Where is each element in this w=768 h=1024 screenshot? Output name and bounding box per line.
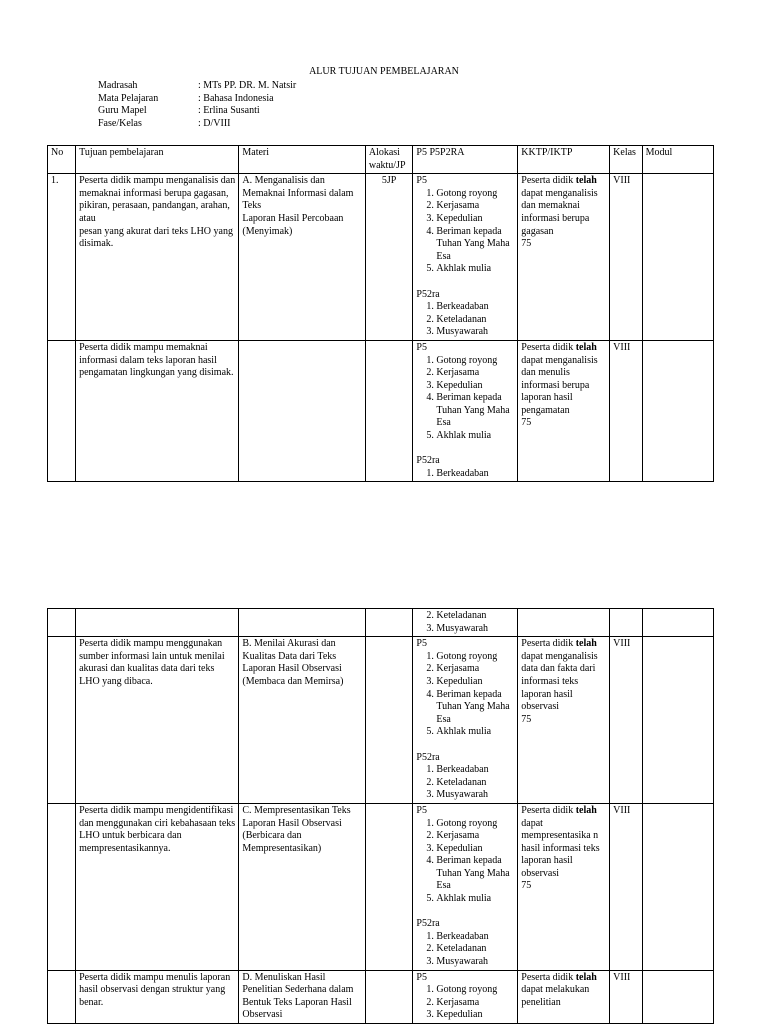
- kktp-text: [521, 972, 606, 1010]
- p52ra-item: 2. Keteladanan: [436, 943, 514, 956]
- p52ra-label: P52ra: [416, 918, 440, 930]
- cell-materi: C. Mempresentasikan Teks Laporan Hasil Observasi (Berbicara dan Mempresentasikan): [239, 803, 365, 970]
- p5-item: 2. Kerjasama: [436, 830, 514, 843]
- kktp-score: 75: [521, 238, 532, 250]
- p52ra-list: [416, 468, 514, 481]
- kktp-pre: Peserta didik: [521, 638, 576, 650]
- cell-no: 1.: [48, 174, 76, 341]
- cell-no: [48, 970, 76, 1023]
- kktp-bold: telah: [575, 175, 597, 187]
- cell-tujuan: Peserta didik mampu menganalisis dan memaknai informasi berupa gagasan, pikiran, perasaan, pandangan, arahan, atau pesan yang akurat dari teks LHO yang disimak.: [76, 174, 239, 341]
- spacer: [416, 739, 514, 752]
- cell-no: [48, 609, 76, 637]
- kktp-text: [521, 342, 606, 418]
- p52ra-item: 2. Keteladanan: [436, 610, 514, 623]
- cell-tujuan: [76, 609, 239, 637]
- p5-item: 1. Gotong royong: [436, 355, 514, 368]
- table-row: [48, 340, 714, 482]
- kktp-pre: Peserta didik: [521, 175, 576, 187]
- cell-materi: A. Menganalisis dan Memaknai Informasi dalam Teks Laporan Hasil Percobaan (Menyimak): [239, 174, 365, 341]
- cell-alokasi: [365, 609, 413, 637]
- p52ra-item: 1. Berkeadaban: [436, 764, 514, 777]
- atp-table-page-1: [47, 145, 714, 482]
- meta-value: : D/VIII: [198, 117, 231, 129]
- p5-list: [416, 818, 514, 906]
- cell-kelas: VIII: [610, 340, 642, 482]
- p52ra-item: 2. Keteladanan: [436, 314, 514, 327]
- cell-p5-p5p2ra: [413, 174, 518, 341]
- cell-materi: [239, 609, 365, 637]
- cell-alokasi: [365, 340, 413, 482]
- cell-tujuan: Peserta didik mampu memaknai informasi dalam teks laporan hasil pengamatan lingkungan yang disimak.: [76, 340, 239, 482]
- table-row: [48, 803, 714, 970]
- header-modul: Modul: [642, 146, 713, 174]
- header-kktp: KKTP/IKTP: [518, 146, 610, 174]
- kktp-post: dapat melakukan penelitian: [521, 984, 590, 1008]
- cell-kelas: VIII: [610, 970, 642, 1023]
- p52ra-item: 3. Musyawarah: [436, 789, 514, 802]
- header-kelas: Kelas: [610, 146, 642, 174]
- cell-alokasi: [365, 803, 413, 970]
- p5-item: 3. Kepedulian: [436, 676, 514, 689]
- p52ra-label: P52ra: [416, 751, 440, 763]
- cell-materi: B. Menilai Akurasi dan Kualitas Data dari Teks Laporan Hasil Observasi (Membaca dan Memirsa): [239, 637, 365, 804]
- cell-p5-p5p2ra: [413, 340, 518, 482]
- p52ra-item: 1. Berkeadaban: [436, 931, 514, 944]
- p52ra-list: [416, 610, 514, 635]
- p5-item: 3. Kepedulian: [436, 380, 514, 393]
- meta-row-guru-mapel: [98, 105, 296, 118]
- p5-list: [416, 188, 514, 276]
- cell-no: [48, 340, 76, 482]
- p5-item: 1. Gotong royong: [436, 188, 514, 201]
- cell-alokasi: [365, 970, 413, 1023]
- p52ra-item: 3. Musyawarah: [436, 956, 514, 969]
- p52ra-item: 2. Keteladanan: [436, 777, 514, 790]
- header-p5: P5 P5P2RA: [413, 146, 518, 174]
- p5-item: 5. Akhlak mulia: [436, 893, 514, 906]
- meta-value: : MTs PP. DR. M. Natsir: [198, 80, 297, 91]
- cell-p5-p5p2ra: [413, 637, 518, 804]
- kktp-bold: telah: [575, 804, 597, 816]
- cell-modul: [642, 637, 713, 804]
- p5-item: 2. Kerjasama: [436, 663, 514, 676]
- p5-label: P5: [416, 341, 427, 353]
- kktp-score: 75: [521, 713, 532, 725]
- kktp-bold: telah: [575, 971, 597, 983]
- p5-item: 4. Beriman kepada Tuhan Yang Maha Esa: [436, 689, 514, 727]
- p5-item: 3. Kepedulian: [436, 843, 514, 856]
- header-alokasi: Alokasi waktu/JP: [365, 146, 413, 174]
- cell-kktp: [518, 609, 610, 637]
- meta-value: : Bahasa Indonesia: [198, 92, 274, 104]
- cell-tujuan: Peserta didik mampu menulis laporan hasil observasi dengan struktur yang benar.: [76, 970, 239, 1023]
- kktp-bold: telah: [575, 341, 597, 353]
- kktp-score: 75: [521, 880, 532, 892]
- header-no: No: [48, 146, 76, 174]
- cell-tujuan: Peserta didik mampu menggunakan sumber informasi lain untuk menilai akurasi dan kualitas data dari teks LHO yang dibaca.: [76, 637, 239, 804]
- spacer: [416, 276, 514, 289]
- kktp-pre: Peserta didik: [521, 804, 576, 816]
- cell-kelas: VIII: [610, 637, 642, 804]
- p5-label: P5: [416, 175, 427, 187]
- cell-alokasi: [365, 637, 413, 804]
- p5-label: P5: [416, 804, 427, 816]
- meta-label: Mata Pelajaran: [98, 92, 159, 104]
- cell-kktp: [518, 174, 610, 341]
- p5-list: [416, 651, 514, 739]
- p5-item: 5. Akhlak mulia: [436, 726, 514, 739]
- cell-materi: D. Menuliskan Hasil Penelitian Sederhana dalam Bentuk Teks Laporan Hasil Observasi: [239, 970, 365, 1023]
- spacer: [416, 906, 514, 919]
- p5-item: 4. Beriman kepada Tuhan Yang Maha Esa: [436, 392, 514, 430]
- p5-item: 5. Akhlak mulia: [436, 263, 514, 276]
- p5-list: [416, 355, 514, 443]
- cell-kelas: VIII: [610, 174, 642, 341]
- cell-modul: [642, 970, 713, 1023]
- table-body: [48, 609, 714, 1024]
- p5-item: 5. Akhlak mulia: [436, 430, 514, 443]
- cell-modul: [642, 174, 713, 341]
- cell-kktp: [518, 637, 610, 804]
- kktp-post: dapat menganalisis dan memaknai informasi berupa gagasan: [521, 187, 598, 237]
- cell-kktp: [518, 340, 610, 482]
- meta-row-fase-kelas: [98, 118, 296, 131]
- p5-item: 2. Kerjasama: [436, 200, 514, 213]
- p5-item: 3. Kepedulian: [436, 213, 514, 226]
- kktp-post: dapat mempresentasika n hasil informasi teks laporan hasil observasi: [521, 817, 600, 879]
- cell-p5-p5p2ra: [413, 970, 518, 1023]
- cell-kktp: [518, 803, 610, 970]
- cell-kelas: VIII: [610, 803, 642, 970]
- p5-item: 2. Kerjasama: [436, 997, 514, 1010]
- atp-table-page-2: [47, 608, 714, 1024]
- cell-modul: [642, 609, 713, 637]
- p5-item: 3. Kepedulian: [436, 1009, 514, 1022]
- meta-value: : Erlina Susanti: [198, 105, 260, 117]
- table-row: [48, 174, 714, 341]
- p5-item: 1. Gotong royong: [436, 818, 514, 831]
- table-row: [48, 637, 714, 804]
- p52ra-item: 1. Berkeadaban: [436, 468, 514, 481]
- p52ra-list: [416, 764, 514, 802]
- p5-label: P5: [416, 971, 427, 983]
- kktp-score: 75: [521, 417, 532, 429]
- cell-modul: [642, 340, 713, 482]
- kktp-text: [521, 175, 606, 238]
- p5-item: 2. Kerjasama: [436, 367, 514, 380]
- kktp-post: dapat menganalisis dan menulis informasi berupa laporan hasil pengamatan: [521, 354, 598, 416]
- p52ra-item: 1. Berkeadaban: [436, 301, 514, 314]
- p5-label: P5: [416, 638, 427, 650]
- table-row: [48, 970, 714, 1023]
- table-row: [48, 609, 714, 637]
- p52ra-list: [416, 301, 514, 339]
- p5-item: 4. Beriman kepada Tuhan Yang Maha Esa: [436, 855, 514, 893]
- cell-alokasi: 5JP: [365, 174, 413, 341]
- document-title: ALUR TUJUAN PEMBELAJARAN: [309, 66, 459, 77]
- cell-tujuan: Peserta didik mampu mengidentifikasi dan menggunakan ciri kebahasaan teks LHO untuk berbicara dan mempresentasikannya.: [76, 803, 239, 970]
- document-meta: [98, 80, 296, 130]
- meta-row-mata-pelajaran: [98, 93, 296, 106]
- p52ra-label: P52ra: [416, 288, 440, 300]
- cell-materi: [239, 340, 365, 482]
- p52ra-label: P52ra: [416, 455, 440, 467]
- meta-label: Madrasah: [98, 80, 138, 91]
- spacer: [416, 443, 514, 456]
- p5-list: [416, 984, 514, 1022]
- kktp-post: dapat menganalisis data dan fakta dari informasi teks laporan hasil observasi: [521, 650, 598, 713]
- header-tujuan: Tujuan pembelajaran: [76, 146, 239, 174]
- p52ra-item: 3. Musyawarah: [436, 326, 514, 339]
- kktp-text: [521, 805, 606, 881]
- cell-no: [48, 637, 76, 804]
- table-body: [48, 174, 714, 482]
- p5-item: 1. Gotong royong: [436, 651, 514, 664]
- header-materi: Materi: [239, 146, 365, 174]
- cell-kktp: [518, 970, 610, 1023]
- meta-label: Fase/Kelas: [98, 117, 142, 129]
- p5-item: 4. Beriman kepada Tuhan Yang Maha Esa: [436, 226, 514, 264]
- kktp-text: [521, 638, 606, 714]
- kktp-pre: Peserta didik: [521, 341, 576, 353]
- p52ra-list: [416, 931, 514, 969]
- kktp-bold: telah: [575, 638, 597, 650]
- cell-p5-p5p2ra: [413, 803, 518, 970]
- meta-label: Guru Mapel: [98, 105, 147, 117]
- cell-modul: [642, 803, 713, 970]
- cell-p5-p5p2ra: [413, 609, 518, 637]
- p5-item: 1. Gotong royong: [436, 984, 514, 997]
- p52ra-item: 3. Musyawarah: [436, 623, 514, 636]
- kktp-pre: Peserta didik: [521, 971, 576, 983]
- meta-row-madrasah: [98, 80, 296, 93]
- table-header-row: [48, 146, 714, 174]
- cell-kelas: [610, 609, 642, 637]
- cell-no: [48, 803, 76, 970]
